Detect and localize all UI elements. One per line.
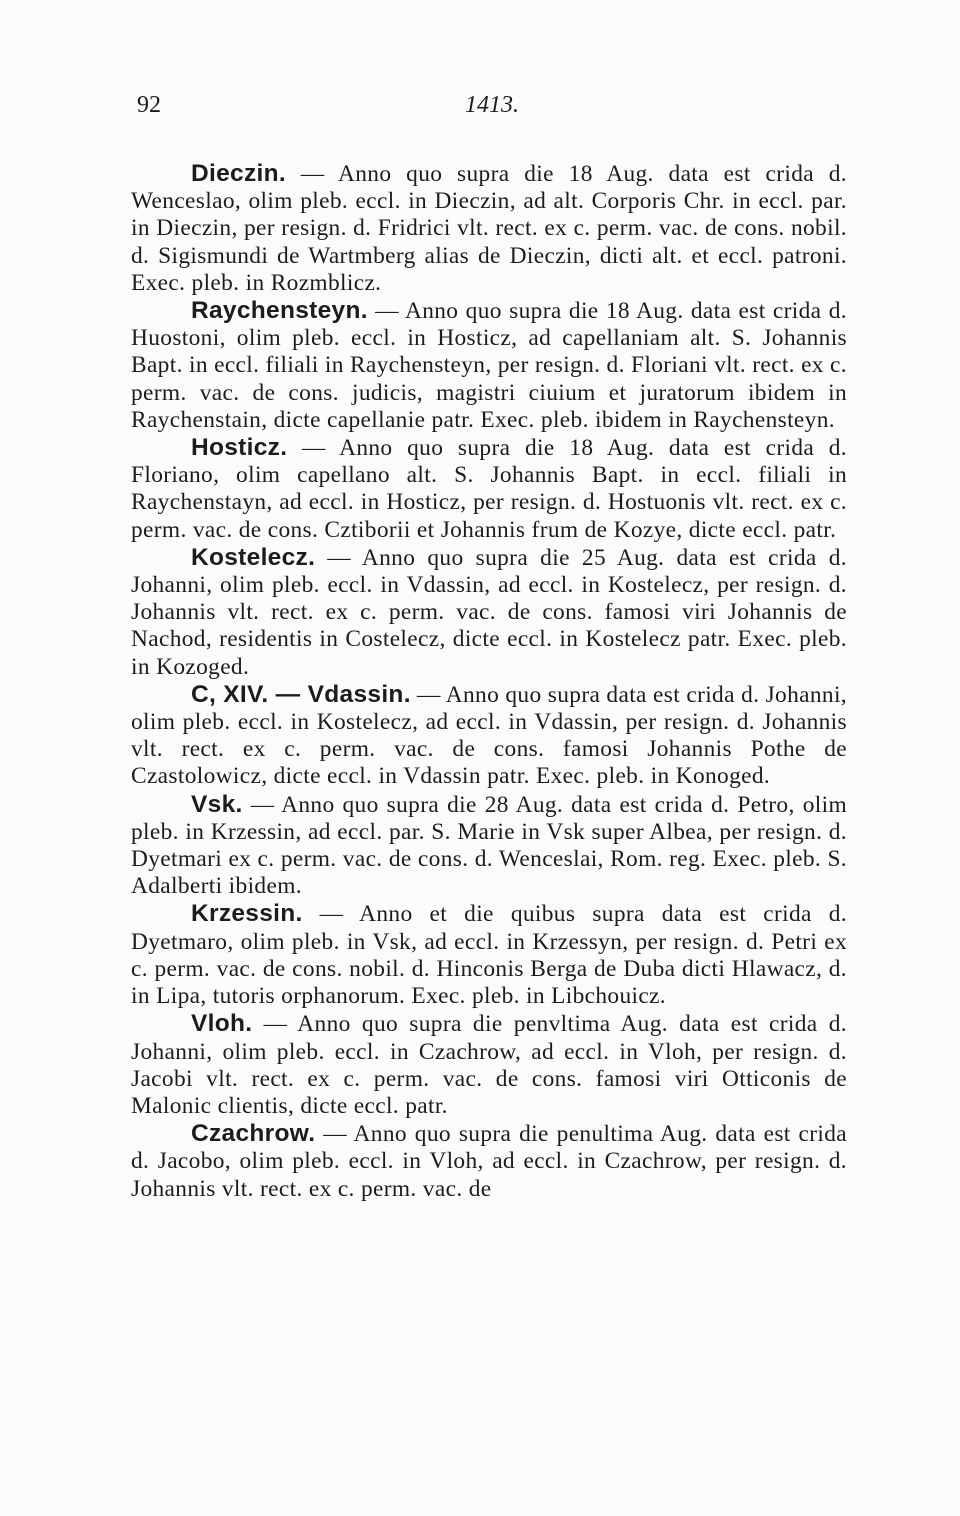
entry-text: — Anno et die quibus supra data est crida d. Dyetmaro, olim pleb. in Vsk, ad eccl. in Krzessyn, per resign. d. Petri ex c. perm. vac. de cons. nobil. d. Hinconis Berga de Duba dicti Hlawacz, d. in Lipa, tutoris orphanorum. Exec. pleb. in Libchouicz. (131, 901, 847, 1010)
entry-text: — Anno quo supra die 28 Aug. data est crida d. Petro, olim pleb. in Krzessin, ad eccl. par. S. Marie in Vsk super Albea, per resign. d. Dyetmari ex c. perm. vac. de cons. d. Wenceslai, Rom. reg. Exec. pleb. S. Adalberti ibidem. (131, 791, 847, 900)
entry-czachrow (131, 1120, 847, 1203)
entry-raychensteyn (131, 297, 847, 434)
entry-text: — Anno quo supra die 18 Aug. data est crida d. Huostoni, olim pleb. eccl. in Hosticz, ad capellaniam alt. S. Johannis Bapt. in eccl. filiali in Raychensteyn, per resign. d. Floriani vlt. rect. ex c. perm. vac. de cons. judicis, magistri ciuium et juratorum ibidem in Raychenstain, dicte capellanie patr. Exec. pleb. ibidem in Raychensteyn. (131, 298, 847, 433)
entry-text: — Anno quo supra data est crida d. Johanni, olim pleb. eccl. in Kostelecz, ad eccl. in Vdassin, per resign. d. Johannis vlt. rect. ex c. perm. vac. de cons. famosi Johannis Pothe de Czastolowicz, dicte eccl. in Vdassin patr. Exec. pleb. in Konoged. (131, 681, 847, 790)
page-header (137, 92, 847, 126)
entry-heading: Kostelecz. (191, 543, 316, 571)
page-number: 92 (137, 92, 161, 118)
entry-dieczin (131, 160, 847, 297)
entry-text: — Anno quo supra die 25 Aug. data est crida d. Johanni, olim pleb. eccl. in Vdassin, ad eccl. in Kostelecz, per resign. d. Johannis vlt. rect. ex c. perm. vac. de cons. famosi viri Johannis de Nachod, residentis in Costelecz, dicte eccl. in Kostelecz patr. Exec. pleb. in Kozoged. (131, 544, 847, 680)
entry-text: — Anno quo supra die 18 Aug. data est crida d. Wenceslao, olim pleb. eccl. in Dieczin, ad alt. Corporis Chr. in eccl. par. in Dieczin, per resign. d. Fridrici vlt. rect. ex c. perm. vac. de cons. nobil. d. Sigismundi de Wartmberg alias de Dieczin, dicti alt. et eccl. patroni. Exec. pleb. in Rozmblicz. (131, 161, 847, 296)
entry-heading: Czachrow. (191, 1120, 316, 1148)
entry-krzessin (131, 900, 847, 1010)
entry-vloh (131, 1010, 847, 1120)
entry-heading: C, XIV. — Vdassin. (191, 680, 411, 708)
entry-heading: Vsk. (191, 790, 243, 818)
entry-heading: Krzessin. (191, 900, 303, 928)
entry-text: — Anno quo supra die 18 Aug. data est crida d. Floriano, olim capellano alt. S. Johannis Bapt. in eccl. filiali in Raychenstayn, ad eccl. in Hosticz, per resign. d. Hostuonis vlt. rect. ex c. perm. vac. de cons. Cztiborii et Johannis frum de Kozye, dicte eccl. patr. (131, 435, 847, 543)
entry-kostelecz (131, 544, 847, 681)
entry-heading: Vloh. (191, 1010, 253, 1038)
entry-heading: Raychensteyn. (191, 297, 368, 325)
running-year: 1413. (465, 92, 519, 118)
entry-hosticz (131, 434, 847, 544)
entry-heading: Hosticz. (191, 434, 288, 462)
text-body (131, 160, 847, 1203)
entry-text: — Anno quo supra die penvltima Aug. data est crida d. Johanni, olim pleb. eccl. in Czachrow, ad eccl. in Vloh, per resign. d. Jacobi vlt. rect. ex c. perm. vac. de cons. famosi viri Otticonis de Malonic clientis, dicte eccl. patr. (131, 1011, 847, 1119)
entry-text: — Anno quo supra die penultima Aug. data est crida d. Jacobo, olim pleb. eccl. in Vloh, ad eccl. in Czachrow, per resign. d. Johannis vlt. rect. ex c. perm. vac. de (131, 1121, 847, 1202)
entry-heading: Dieczin. (191, 160, 286, 187)
entry-vsk (131, 791, 847, 901)
entry-vdassin (131, 681, 847, 791)
